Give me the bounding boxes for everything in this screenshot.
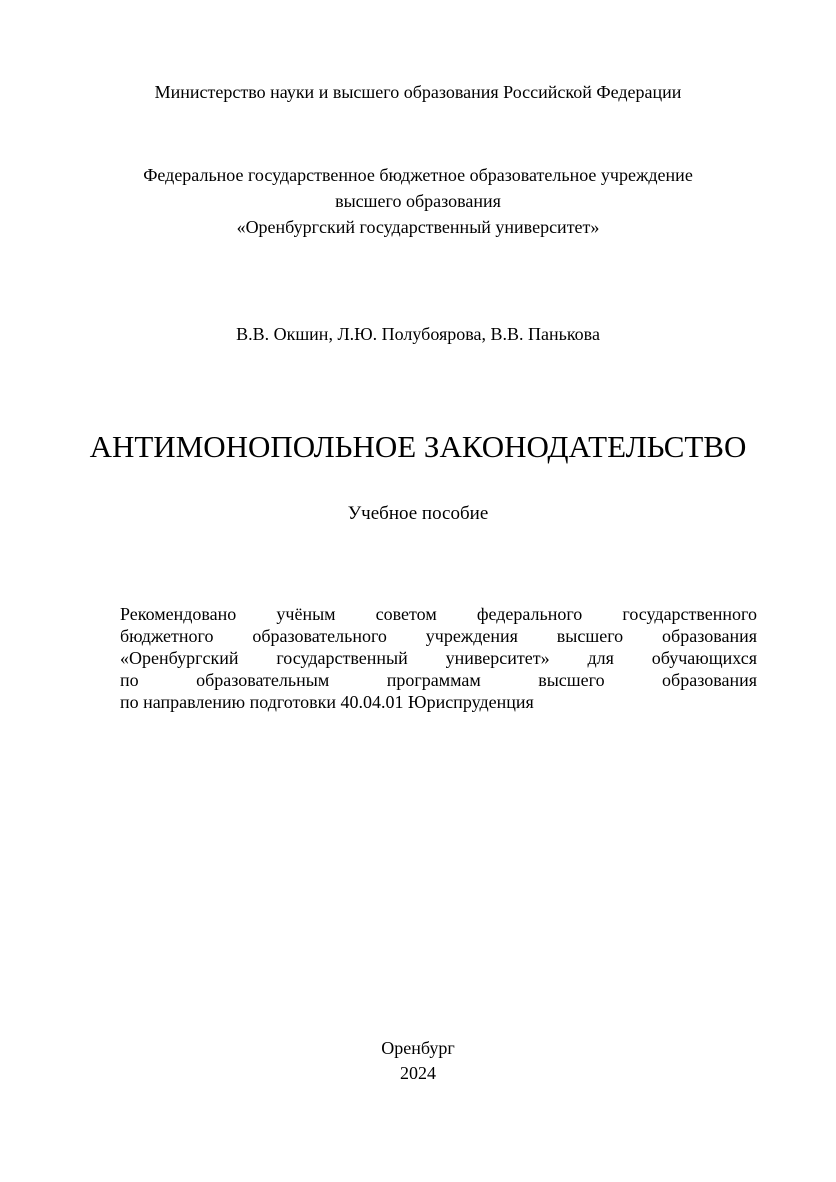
organization-line-2: высшего образования [335, 191, 501, 211]
recommendation-line: Рекомендовано учёным советом федерального государственного [120, 604, 757, 624]
recommendation-line: бюджетного образовательного учреждения высшего образования [120, 626, 757, 646]
book-title: АНТИМОНОПОЛЬНОЕ ЗАКОНОДАТЕЛЬСТВО [89, 429, 747, 464]
recommendation-line: по направлению подготовки 40.04.01 Юриспруденция [120, 692, 534, 712]
organization-line-3: «Оренбургский государственный университет» [236, 217, 600, 237]
recommendation-line: «Оренбургский государственный университет» для обучающихся [120, 648, 757, 668]
organization-line-1: Федеральное государственное бюджетное образовательное учреждение [143, 165, 693, 185]
imprint-year: 2024 [400, 1063, 436, 1083]
recommendation-line: по образовательным программам высшего образования [120, 670, 757, 690]
imprint-city: Оренбург [381, 1038, 455, 1058]
ministry-heading: Министерство науки и высшего образования Российской Федерации [154, 82, 682, 102]
authors: В.В. Окшин, Л.Ю. Полубоярова, В.В. Панькова [236, 324, 600, 344]
book-subtitle: Учебное пособие [347, 503, 489, 524]
recommendation-paragraph [120, 603, 757, 713]
